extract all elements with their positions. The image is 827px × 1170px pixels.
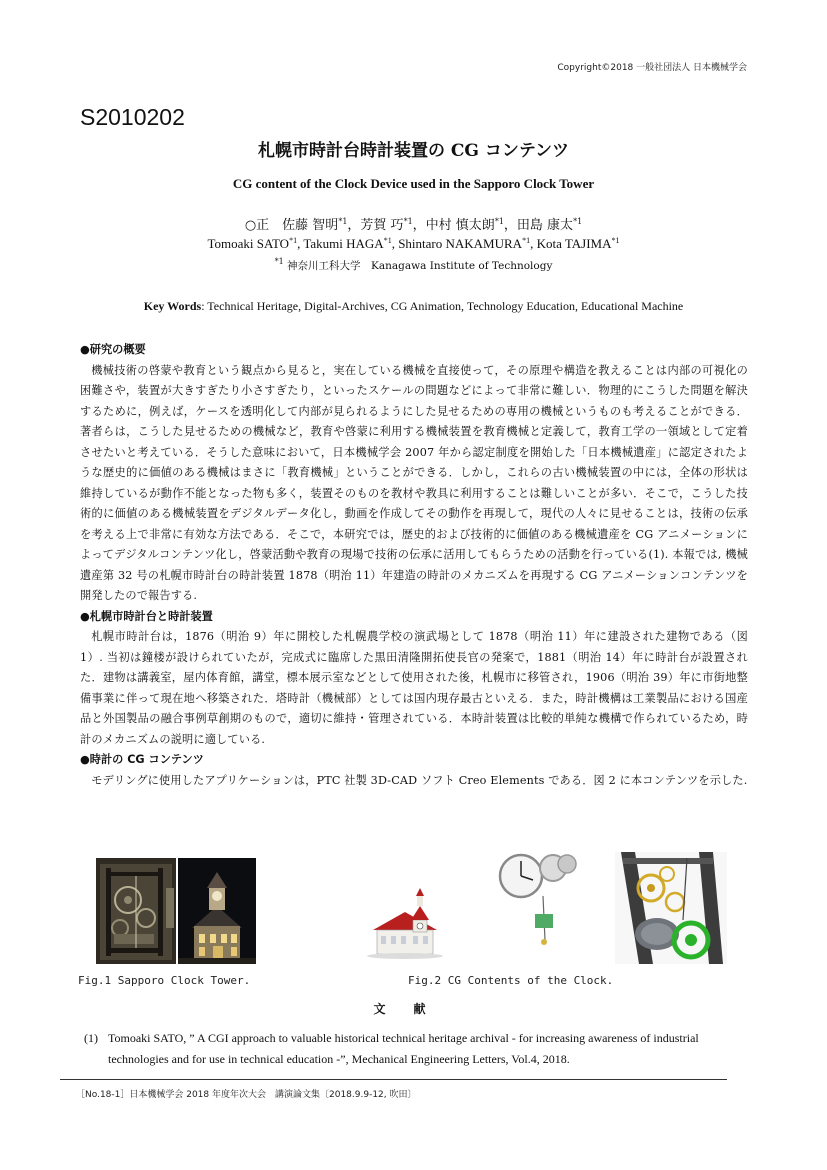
figure-1-photos [96,858,256,964]
reference-text-line1: Tomoaki SATO, ” A CGI approach to valuable historical technical heritage archival - for increasing awareness of industrial [108,1031,699,1045]
section-paragraph: 札幌市時計台は，1876（明治 9）年に開校した札幌農学校の演武場として 1878（明治 11）年に建設された建物である（図 1）. 当初は鐘楼が設けられていたが，完成式に臨席した黒田清隆開拓使長官の発案で，1881（明治 14）年に時計台が設置された．建物は講義室，屋内体育館，講堂，標本展示室などとして使用された後，札幌市に移管され，1906（明治 39）年に市街地整備事業に伴って現在地へ移築された．塔時計（機械部）としては国内現存最古といえる．また，時計機構は工業製品における国産品と外国製品の融合事例草創期のもので，適切に維持・管理されている．本時計装置は比較的単純な機構で作られているため，時計のメカニズムの説明に適している. [80,630,748,746]
reference-item [84,1028,748,1070]
author-ja: 芳賀 巧$^{*1}$， [360,217,426,233]
figure-2-caption: Fig.2 CG Contents of the Clock. [408,974,614,987]
footer-divider [60,1079,727,1080]
paper-id: S2010202 [80,104,185,130]
section-heading: ●時計の CG コンテンツ [80,753,204,766]
keywords [0,299,827,314]
authors-english [0,236,827,252]
cg-clock-mechanism [615,852,727,964]
title-english: CG content of the Clock Device used in the Sapporo Clock Tower [232,176,595,191]
figure-2-cg-contents [353,848,731,966]
section-paragraph: モデリングに使用したアプリケーションは，PTC 社製 3D-CAD ソフト Creo Elements である．図 2 に本コンテンツを示した. [91,773,748,787]
author-ja: 佐藤 智明$^{*1}$， [282,217,361,233]
author-en: Kota TAJIMA$^{*1}$ [536,236,620,251]
keywords-list: : Technical Heritage, Digital-Archives, CG Animation, Technology Education, Educational Machine [201,299,684,313]
reference-number: (1) [84,1031,98,1045]
clock-mechanism-photo [96,858,176,964]
author-en: Shintaro NAKAMURA$^{*1}$, [398,236,537,251]
author-en: Takumi HAGA$^{*1}$, [303,236,399,251]
footer-citation: ［No.18-1］日本機械学会 2018 年度年次大会 講演論文集〔2018.9.9-12, 吹田〕 [76,1090,417,1100]
clock-tower-night-photo [178,858,256,964]
copyright-notice: Copyright©2018 一般社団法人 日本機械学会 [557,63,747,73]
reference-text-line2: technologies and for use in technical education -”, Mechanical Engineering Letters, Vol.4, 2018. [108,1052,570,1066]
references-heading: 文献 [373,1002,454,1016]
figure-1-caption: Fig.1 Sapporo Clock Tower. [78,974,251,987]
affiliation: $^{*1}$ 神奈川工科大学 Kanagawa Institute of Technology [274,257,553,272]
author-ja: 田島 康太$^{*1}$ [516,217,583,233]
presenter-mark: ○正 [244,218,283,233]
section-heading: ●札幌市時計台と時計装置 [80,609,213,623]
keywords-label: Key Words [143,299,202,313]
author-ja: 中村 慎太朗$^{*1}$， [425,217,517,233]
title-japanese: 札幌市時計台時計装置の CG コンテンツ [257,141,570,161]
section-paragraph: 機械技術の啓蒙や教育という観点から見ると，実在している機械を直接使って，その原理や構造を教えることは内部の可視化の困難さや，装置が大きすぎたり小さすぎたり，といったスケールの問題などによって非常に難しい．物理的にこうした問題を解決するために，例えば，ケースを透明化して内部が見られるようにした見せるための専用の機械というものも考えることができる．著者らは，こうした見せるための機械など，教育や啓蒙に利用する機械装置を教育機械と定義して，教育工学の一領域として定着させたいと考えている．そうした意味において，日本機械学会 2007 年から認定制度を開始した「日本機械遺産」に認定されたような歴史的に価値のある機械はまさに「教育機械」ということができる．しかし，これらの古い機械装置の中には，全体の形状は維持しているが動作不能となった物も多く，装置そのものを教材や教具に利用することは難しいことが多い．そこで，こうした技術的に価値のある機械装置をデジタルデータ化し，動画を作成してその動作を再現して，現代の人々に見せることは，技術の伝承を考える上で非常に有効な方法である．そこで，本研究では，歴史的および技術的に価値のある機械遺産を CG アニメーションによってデジタルコンテンツ化し，啓蒙活動や教育の現場で技術の伝承に活用してもらうための活動を行っている(1). 本報では, 機械遺産第 32 号の札幌市時計台の時計装置 1878（明治 11）年建造の時計のメカニズムを再現する CG アニメーションコンテンツを開発したので報告する. [80,363,748,602]
section-heading: ●研究の概要 [80,343,146,356]
author-en: Tomoaki SATO$^{*1}$, [207,236,304,251]
body-text [80,340,748,791]
authors-japanese [0,214,827,233]
